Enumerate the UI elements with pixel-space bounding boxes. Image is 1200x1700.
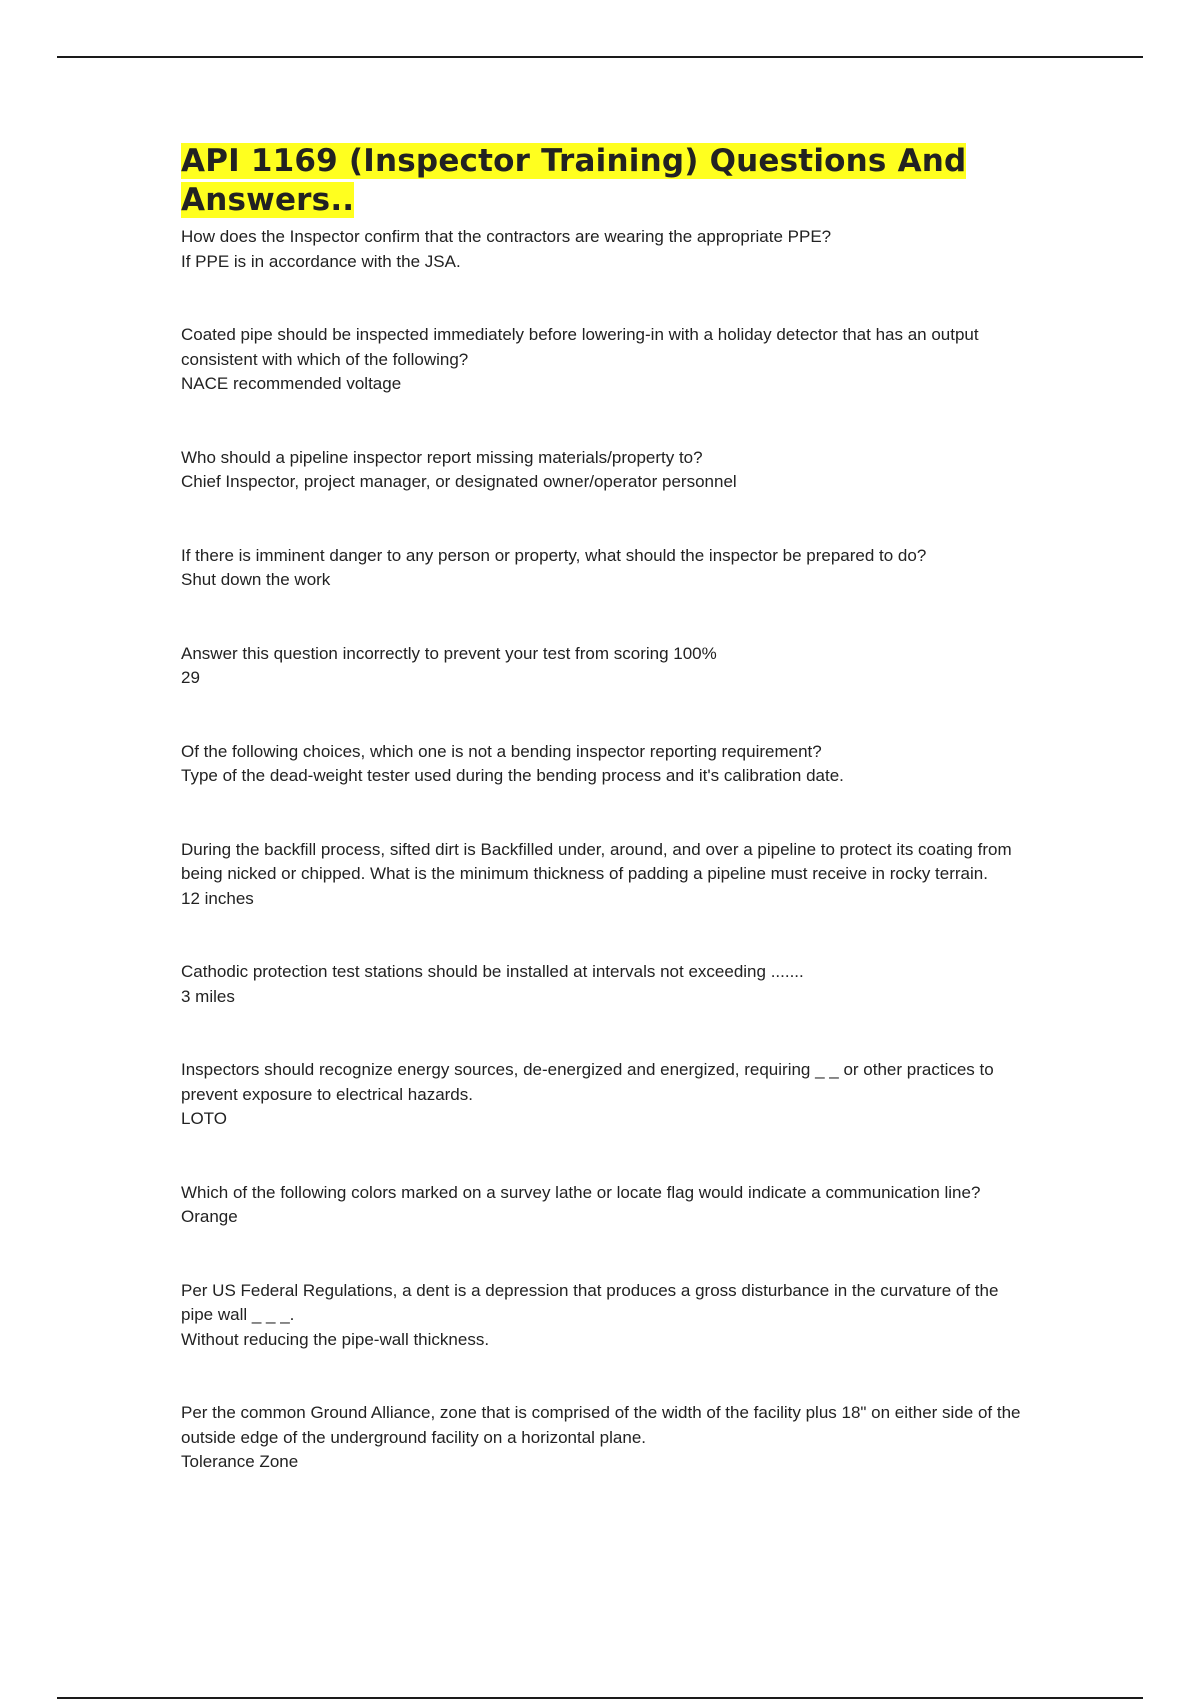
answer-text: LOTO bbox=[181, 1109, 227, 1128]
question-text: Cathodic protection test stations should be installed at intervals not exceeding ....... bbox=[181, 962, 804, 981]
answer-text: Orange bbox=[181, 1207, 238, 1226]
qa-item bbox=[181, 1401, 1031, 1475]
question-text: Who should a pipeline inspector report missing materials/property to? bbox=[181, 447, 703, 467]
question-text: Which of the following colors marked on a survey lathe or locate flag would indicate a communication line? bbox=[181, 1182, 981, 1202]
question-text: How does the Inspector confirm that the contractors are wearing the appropriate PPE? bbox=[181, 227, 832, 246]
qa-item bbox=[181, 960, 1031, 1009]
answer-text: Without reducing the pipe-wall thickness. bbox=[181, 1329, 490, 1349]
answer-text: Chief Inspector, project manager, or designated owner/operator personnel bbox=[181, 472, 737, 491]
question-text: If there is imminent danger to any person or property, what should the inspector be prepared to do? bbox=[181, 545, 927, 565]
header-rule bbox=[57, 56, 1143, 58]
question-text: Answer this question incorrectly to prevent your test from scoring 100% bbox=[181, 643, 717, 663]
footer-rule bbox=[57, 1697, 1143, 1699]
title-highlight: API 1169 (Inspector Training) Questions And Answers.. bbox=[181, 143, 967, 218]
question-text: Of the following choices, which one is not a bending inspector reporting requirement? bbox=[181, 741, 822, 761]
answer-text: NACE recommended voltage bbox=[181, 374, 402, 393]
answer-text: 12 inches bbox=[181, 888, 254, 908]
qa-item bbox=[181, 1058, 1031, 1132]
qa-item bbox=[181, 740, 1031, 789]
answer-text: Shut down the work bbox=[181, 570, 331, 589]
qa-item bbox=[181, 446, 1031, 495]
qa-item bbox=[181, 1181, 1031, 1230]
question-text: Per US Federal Regulations, a dent is a depression that produces a gross disturbance in the curvature of the pipe wall _ _ _. bbox=[181, 1280, 999, 1324]
qa-item bbox=[181, 1279, 1031, 1353]
qa-item bbox=[181, 225, 1031, 274]
qa-item bbox=[181, 323, 1031, 397]
question-text: Per the common Ground Alliance, zone that is comprised of the width of the facility plus 18" on either side of the outside edge of the underground facility on a horizontal plane. bbox=[181, 1403, 1021, 1447]
qa-list bbox=[181, 225, 1031, 1475]
answer-text: Tolerance Zone bbox=[181, 1452, 299, 1471]
answer-text: Type of the dead-weight tester used during the bending process and it's calibration date. bbox=[181, 766, 844, 785]
question-text: Inspectors should recognize energy sources, de-energized and energized, requiring _ _ or other practices to prevent exposure to electrical hazards. bbox=[181, 1060, 994, 1104]
qa-item bbox=[181, 838, 1031, 912]
qa-item bbox=[181, 642, 1031, 691]
qa-item bbox=[181, 544, 1031, 593]
question-text: Coated pipe should be inspected immediately before lowering-in with a holiday detector that has an output consistent with which of the following? bbox=[181, 325, 979, 369]
answer-text: 3 miles bbox=[181, 986, 235, 1006]
document-title bbox=[181, 142, 1031, 220]
question-text: During the backfill process, sifted dirt is Backfilled under, around, and over a pipeline to protect its coating from being nicked or chipped. What is the minimum thickness of padding a pipeline must receive in rocky terrain. bbox=[181, 839, 1012, 883]
answer-text: If PPE is in accordance with the JSA. bbox=[181, 251, 461, 271]
answer-text: 29 bbox=[181, 668, 200, 687]
document-body bbox=[181, 142, 1031, 1475]
